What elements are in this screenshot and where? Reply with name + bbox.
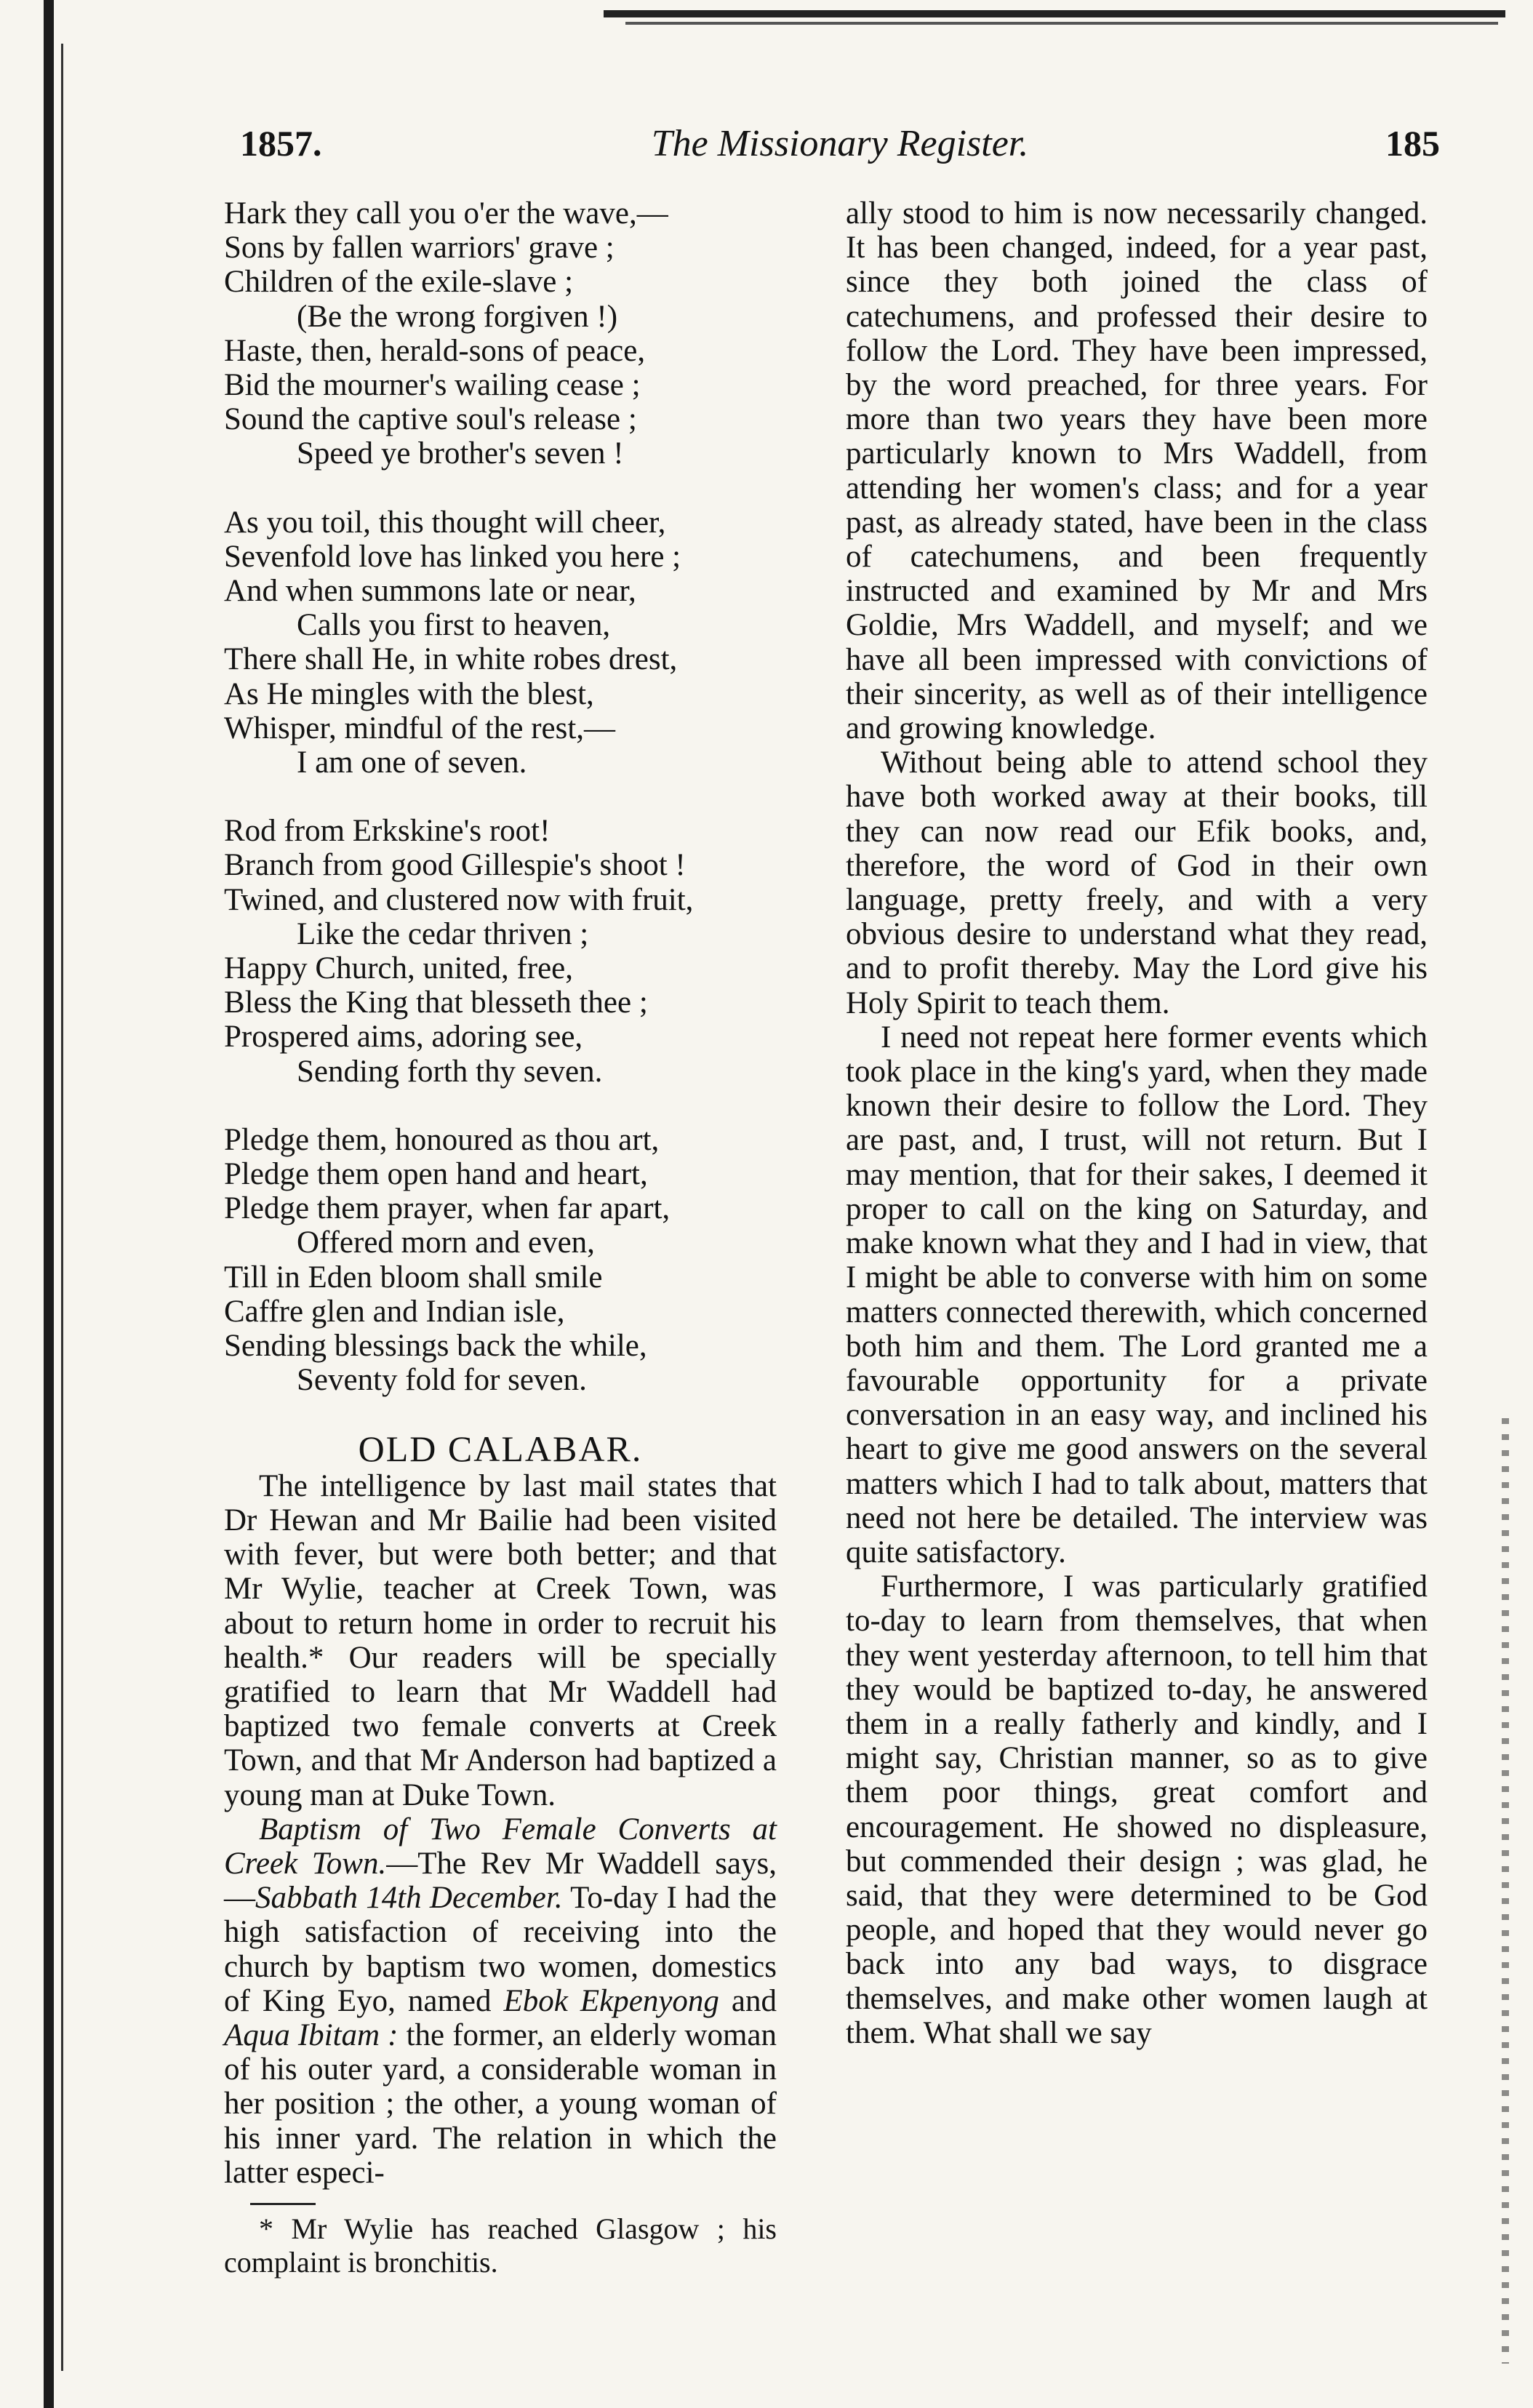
header-title: The Missionary Register. bbox=[651, 123, 1029, 164]
poem bbox=[224, 196, 777, 1398]
left-column bbox=[224, 196, 777, 2279]
poem-line: Speed ye brother's seven ! bbox=[297, 436, 624, 471]
baptism-and: and bbox=[719, 1983, 777, 2018]
poem-stanza bbox=[224, 1123, 777, 1398]
baptism-text-2: the former, an elderly woman of his outer yard, a considerable woman in her position ; the other, a young woman of his inner yard. The relation in which the latter especi- bbox=[224, 2017, 777, 2190]
poem-line: Happy Church, united, free, bbox=[224, 951, 574, 986]
article-paragraph: Furthermore, I was particularly gratified to-day to learn from themselves, that when they went yesterday afternoon, to tell him that they would be baptized to-day, he answered them in a really fatherly and kindly, and I might say, Christian manner, so as to give them poor things, great comfort and encouragement. He showed no displeasure, but commended their design ; was glad, he said, that they were determined to be God people, and hoped that they would never go back into any bad ways, to disgrace themselves, and make other women laugh at them. What shall we say bbox=[846, 1569, 1428, 2050]
poem-line: Offered morn and even, bbox=[297, 1225, 595, 1260]
article-paragraph: I need not repeat here former events which took place in the king's yard, when they made known their desire to follow the Lord. They are past, and, I trust, will not return. But I may mention, that for their sakes, I deemed it proper to call on the king on Saturday, and make known what they and I had in view, that I might be able to converse with him on some matters connected therewith, which concerned both him and them. The Lord granted me a favourable opportunity for a private conversation in an easy way, and inclined his heart to give me good answers on the several matters which I had to talk about, matters that need not here be detailed. The interview was quite satisfactory. bbox=[846, 1020, 1428, 1569]
convert-name-2: Aqua Ibitam : bbox=[224, 2017, 399, 2052]
poem-stanza bbox=[224, 196, 777, 471]
poem-line: Sending forth thy seven. bbox=[297, 1054, 603, 1089]
top-rule-secondary bbox=[625, 22, 1498, 25]
poem-line: Seventy fold for seven. bbox=[297, 1363, 587, 1398]
article-paragraph: ally stood to him is now necessarily changed. It has been changed, indeed, for a year past, since they both joined the class of catechumens, and professed their desire to follow the Lord. They have been impressed, by the word preached, for three years. For more than two years they have been more particularly known to Mrs Waddell, from attending her women's class; and for a year past, as already stated, have been in the class of catechumens, and been frequently instructed and examined by Mr and Mrs Goldie, Mrs Waddell, and myself; and we have all been impressed with convictions of their sincerity, as well as of their intelligence and growing knowledge. bbox=[846, 196, 1428, 746]
poem-line: Rod from Erkskine's root! bbox=[224, 814, 551, 849]
poem-line: Calls you first to heaven, bbox=[297, 608, 611, 643]
article-paragraph-baptism bbox=[224, 1812, 777, 2190]
page-edge-marks bbox=[1502, 1418, 1509, 2364]
poem-line: Till in Eden bloom shall smile bbox=[224, 1260, 603, 1295]
poem-line: Pledge them prayer, when far apart, bbox=[224, 1191, 671, 1226]
poem-line: (Be the wrong forgiven !) bbox=[297, 299, 618, 334]
footnote: * Mr Wylie has reached Glasgow ; his complaint is bronchitis. bbox=[224, 2212, 777, 2279]
top-rule bbox=[604, 10, 1505, 17]
poem-line: Sending blessings back the while, bbox=[224, 1329, 647, 1364]
section-title: OLD CALABAR. bbox=[358, 1428, 643, 1469]
poem-line: Haste, then, herald-sons of peace, bbox=[224, 333, 646, 368]
poem-line: Hark they call you o'er the wave,— bbox=[224, 196, 668, 231]
poem-line: Prospered aims, adoring see, bbox=[224, 1020, 583, 1055]
header-year: 1857. bbox=[240, 123, 322, 164]
poem-line: Sevenfold love has linked you here ; bbox=[224, 539, 681, 574]
poem-line: Bless the King that blesseth thee ; bbox=[224, 985, 648, 1020]
page-number: 185 bbox=[1385, 123, 1440, 164]
article-paragraph: The intelligence by last mail states that Dr Hewan and Mr Bailie had been visited with fever, but were both better; and that Mr Wylie, teacher at Creek Town, was about to return home in order to recruit his health.* Our readers will be specially gratified to learn that Mr Waddell had baptized two female converts at Creek Town, and that Mr Anderson had baptized a young man at Duke Town. bbox=[224, 1468, 777, 1812]
poem-line: Bid the mourner's wailing cease ; bbox=[224, 368, 641, 403]
baptism-date: Sabbath 14th December. bbox=[255, 1881, 563, 1916]
poem-line: As you toil, this thought will cheer, bbox=[224, 505, 666, 540]
poem-line: Whisper, mindful of the rest,— bbox=[224, 711, 616, 745]
baptism-text-1: To-day I had the high satisfaction of receiving into the church by baptism two women, domestics of King Eyo, named bbox=[224, 1881, 777, 2018]
poem-stanza bbox=[224, 814, 777, 1089]
article-paragraph: Without being able to attend school they have both worked away at their books, till they can now read our Efik books, and, therefore, the word of God in their own language, pretty freely, and with a very obvious desire to understand what they read, and to profit thereby. May the Lord give his Holy Spirit to teach them. bbox=[846, 745, 1428, 1020]
poem-line: As He mingles with the blest, bbox=[224, 676, 594, 711]
poem-line: Sound the captive soul's release ; bbox=[224, 402, 637, 437]
poem-line: There shall He, in white robes drest, bbox=[224, 642, 678, 677]
poem-line: I am one of seven. bbox=[297, 745, 527, 780]
binding-edge bbox=[44, 0, 54, 2408]
binding-edge-inner bbox=[61, 44, 63, 2371]
footnote-rule bbox=[250, 2203, 316, 2205]
poem-line: Branch from good Gillespie's shoot ! bbox=[224, 848, 686, 883]
poem-line: Like the cedar thriven ; bbox=[297, 916, 589, 951]
poem-stanza bbox=[224, 505, 777, 780]
poem-line: And when summons late or near, bbox=[224, 574, 636, 609]
poem-line: Pledge them, honoured as thou art, bbox=[224, 1122, 660, 1157]
baptism-heading: Baptism of Two Female Converts at Creek Town. bbox=[224, 1812, 777, 1881]
running-header bbox=[240, 122, 1440, 180]
convert-name-1: Ebok Ekpenyong bbox=[503, 1983, 719, 2018]
right-column bbox=[846, 196, 1428, 2050]
baptism-lead: —The Rev Mr Waddell says, — bbox=[224, 1846, 777, 1916]
poem-line: Twined, and clustered now with fruit, bbox=[224, 882, 694, 917]
poem-line: Children of the exile-slave ; bbox=[224, 265, 574, 300]
poem-line: Pledge them open hand and heart, bbox=[224, 1157, 648, 1192]
poem-line: Sons by fallen warriors' grave ; bbox=[224, 231, 615, 265]
poem-line: Caffre glen and Indian isle, bbox=[224, 1294, 565, 1329]
